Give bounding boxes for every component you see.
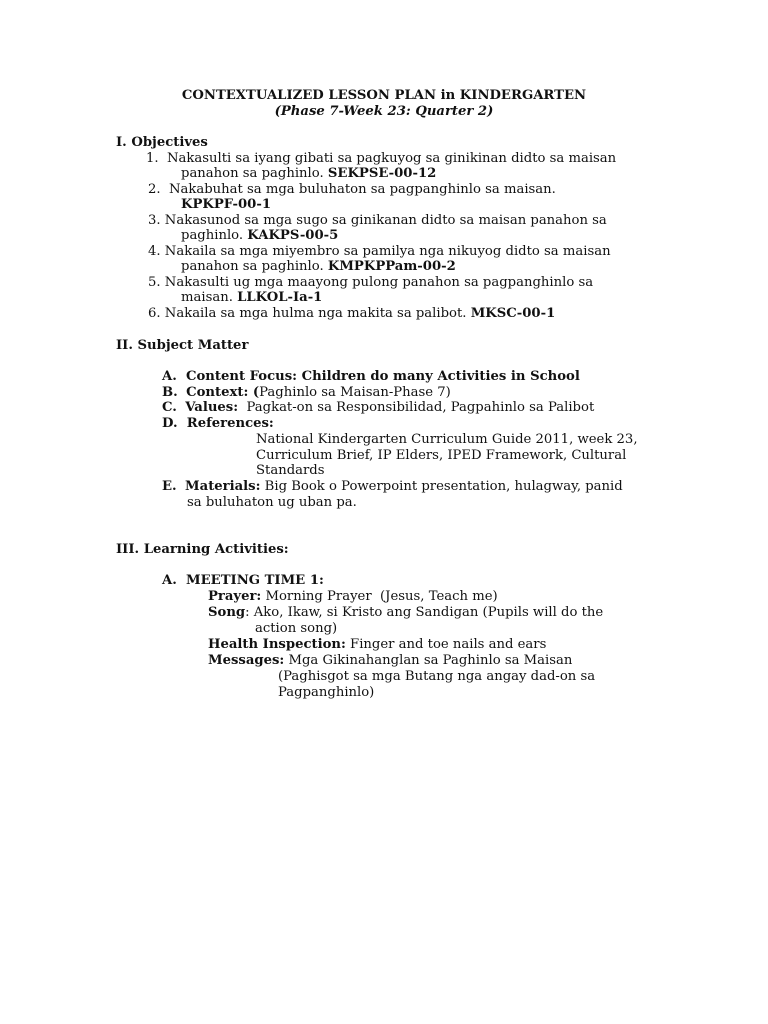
subject-matter-heading: II. Subject Matter [116, 338, 249, 353]
document-subtitle: (Phase 7-Week 23: Quarter 2) [274, 104, 494, 119]
prayer: Prayer: Morning Prayer (Jesus, Teach me) [208, 589, 498, 604]
meeting-time-1: A. MEETING TIME 1: [162, 573, 324, 588]
objective-6: 6. Nakaila sa mga hulma nga makita sa palibot. MKSC-00-1 [148, 306, 556, 321]
reference-line: Standards [256, 463, 325, 478]
health-inspection: Health Inspection: Finger and toe nails and ears [208, 637, 547, 652]
objectives-heading: I. Objectives [116, 135, 208, 150]
materials-cont: sa buluhaton ug uban pa. [187, 495, 357, 510]
reference-line: Curriculum Brief, IP Elders, IPED Framework, Cultural [256, 448, 627, 463]
objective-4: 4. Nakaila sa mga miyembro sa pamilya nga nikuyog didto sa maisan [148, 244, 611, 259]
objective-1-cont: panahon sa paghinlo. SEKPSE-00-12 [181, 166, 437, 181]
document-title: CONTEXTUALIZED LESSON PLAN in KINDERGARTEN [181, 88, 587, 103]
objective-5: 5. Nakasulti ug mga maayong pulong panahon sa pagpanghinlo sa [148, 275, 594, 290]
objective-3-cont: paghinlo. KAKPS-00-5 [181, 228, 339, 243]
objective-code: KMPKPPam-00-2 [327, 259, 456, 274]
song: Song: Ako, Ikaw, si Kristo ang Sandigan (Pupils will do the [208, 605, 604, 620]
objective-5-cont: maisan. LLKOL-Ia-1 [181, 290, 323, 305]
objective-3: 3. Nakasunod sa mga sugo sa ginikanan didto sa maisan panahon sa [148, 213, 607, 228]
reference-line: National Kindergarten Curriculum Guide 2011, week 23, [256, 432, 638, 447]
objective-4-cont: panahon sa paghinlo. KMPKPPam-00-2 [181, 259, 456, 274]
learning-activities-heading: III. Learning Activities: [116, 542, 289, 557]
materials: E. Materials: Big Book o Powerpoint presentation, hulagway, panid [162, 479, 623, 494]
objective-code: MKSC-00-1 [470, 306, 556, 321]
objective-code: SEKPSE-00-12 [327, 166, 437, 181]
content-focus: A. Content Focus: Children do many Activities in School [162, 369, 580, 384]
messages-cont: Pagpanghinlo) [278, 685, 375, 700]
values: C. Values: Pagkat-on sa Responsibilidad, Pagpahinlo sa Palibot [162, 400, 595, 415]
objective-code: LLKOL-Ia-1 [237, 290, 323, 305]
messages-cont: (Paghisgot sa mga Butang nga angay dad-on sa [278, 669, 596, 684]
messages: Messages: Mga Gikinahanglan sa Paghinlo sa Maisan [208, 653, 573, 668]
objective-code: KAKPS-00-5 [247, 228, 339, 243]
objective-code: KPKPF-00-1 [181, 197, 272, 212]
objective-1: 1. Nakasulti sa iyang gibati sa pagkuyog sa ginikinan didto sa maisan [146, 151, 617, 166]
context: B. Context: (Paghinlo sa Maisan-Phase 7) [162, 385, 451, 400]
references: D. References: [162, 416, 274, 431]
objective-2: 2. Nakabuhat sa mga buluhaton sa pagpanghinlo sa maisan. [148, 182, 556, 197]
song-cont: action song) [255, 621, 338, 636]
